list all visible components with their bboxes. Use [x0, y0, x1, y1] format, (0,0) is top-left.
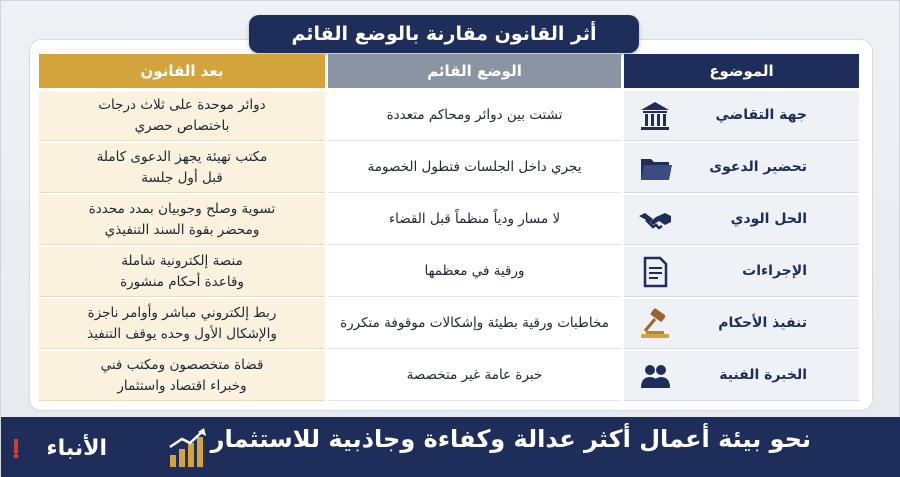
- topic-label: تحضير الدعوى: [709, 159, 807, 175]
- publisher-logo: [11, 431, 121, 465]
- after-line-2: قبل أول جلسة: [141, 169, 223, 186]
- topic-label: تنفيذ الأحكام: [718, 315, 807, 331]
- header-topic: الموضوع: [624, 54, 859, 88]
- gavel-icon: [638, 307, 672, 341]
- growth-chart-icon: [166, 425, 210, 469]
- after-line-1: منصة إلكترونية شاملة: [121, 253, 243, 270]
- topic-cell: [624, 247, 859, 297]
- current-cell: يجري داخل الجلسات فتطول الخصومة: [328, 143, 621, 193]
- topic-cell: [624, 195, 859, 245]
- after-line-2: وقاعدة أحكام منشورة: [120, 273, 244, 290]
- folder-icon: [638, 151, 672, 185]
- after-cell: [39, 299, 325, 349]
- logo-text: الأنباء: [46, 435, 107, 461]
- document-icon: [638, 255, 672, 289]
- after-line-1: ربط إلكتروني مباشر وأوامر ناجزة: [87, 305, 277, 322]
- banner-slogan: نحو بيئة أعمال أكثر عدالة وكفاءة وجاذبية للاستثمار: [210, 425, 811, 453]
- topic-cell: [624, 91, 859, 141]
- after-line-2: باختصاص حصري: [134, 117, 230, 134]
- courthouse-icon: [638, 99, 672, 133]
- topic-cell: [624, 299, 859, 349]
- after-line-2: وخبراء اقتصاد واستثمار: [117, 377, 247, 394]
- current-cell: خبرة عامة غير متخصصة: [328, 351, 621, 401]
- current-cell: تشتت بين دوائر ومحاكم متعددة: [328, 91, 621, 141]
- table-row: [39, 143, 859, 195]
- logo-mark-icon: [11, 437, 21, 459]
- current-cell: لا مسار ودياً منظماً قبل القضاء: [328, 195, 621, 245]
- table-header: [39, 54, 859, 88]
- current-cell: ورقية في معظمها: [328, 247, 621, 297]
- topic-label: الخبرة الفنية: [719, 367, 807, 383]
- table-row: [39, 247, 859, 299]
- after-line-1: مكتب تهيئة يجهز الدعوى كاملة: [96, 149, 268, 166]
- table-row: [39, 195, 859, 247]
- footer-banner: [1, 417, 900, 477]
- after-line-2: ومحضر بقوة السند التنفيذي: [104, 221, 260, 238]
- table-row: [39, 299, 859, 351]
- header-after: بعد القانون: [39, 54, 325, 88]
- topic-label: الإجراءات: [742, 263, 807, 279]
- after-line-1: دوائر موحدة على ثلاث درجات: [98, 97, 266, 114]
- table-row: [39, 91, 859, 143]
- after-line-1: قضاة متخصصون ومكتب فني: [100, 357, 264, 374]
- topic-cell: [624, 351, 859, 401]
- after-cell: [39, 195, 325, 245]
- people-icon: [638, 359, 672, 393]
- topic-cell: [624, 143, 859, 193]
- topic-label: جهة التقاضي: [715, 107, 807, 123]
- after-cell: [39, 143, 325, 193]
- after-cell: [39, 351, 325, 401]
- page-title: أثر القانون مقارنة بالوضع القائم: [249, 15, 639, 53]
- after-cell: [39, 91, 325, 141]
- after-cell: [39, 247, 325, 297]
- handshake-icon: [638, 203, 672, 237]
- after-line-2: والإشكال الأول وحده يوقف التنفيذ: [87, 325, 277, 342]
- table-row: [39, 351, 859, 403]
- topic-label: الحل الودي: [730, 211, 807, 227]
- after-line-1: تسوية وصلح وجوبيان بمدد محددة: [88, 201, 276, 218]
- current-cell: مخاطبات ورقية بطيئة وإشكالات موقوفة متكررة: [328, 299, 621, 349]
- header-current: الوضع القائم: [328, 54, 621, 88]
